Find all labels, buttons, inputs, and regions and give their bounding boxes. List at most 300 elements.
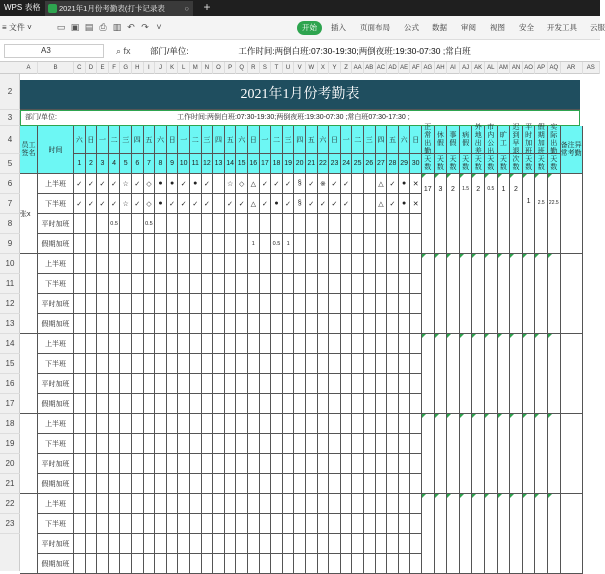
attendance-cell[interactable]: [329, 414, 341, 434]
attendance-cell[interactable]: ✓: [190, 194, 202, 214]
attendance-cell[interactable]: [74, 354, 86, 374]
attendance-cell[interactable]: [144, 494, 156, 514]
day-cell[interactable]: 18: [271, 154, 283, 174]
attendance-cell[interactable]: [132, 234, 144, 254]
attendance-cell[interactable]: [260, 434, 272, 454]
day-cell[interactable]: 6: [132, 154, 144, 174]
attendance-cell[interactable]: [178, 474, 190, 494]
summary-unit[interactable]: 天数: [447, 154, 460, 174]
attendance-cell[interactable]: [318, 414, 330, 434]
attendance-cell[interactable]: [144, 374, 156, 394]
attendance-cell[interactable]: [213, 414, 225, 434]
file-menu[interactable]: [2, 21, 32, 35]
attendance-cell[interactable]: [283, 374, 295, 394]
attendance-cell[interactable]: [294, 434, 306, 454]
attendance-cell[interactable]: [318, 214, 330, 234]
attendance-cell[interactable]: [283, 254, 295, 274]
shift-label[interactable]: 假期加班: [38, 474, 74, 494]
attendance-cell[interactable]: [341, 274, 353, 294]
weekday-cell[interactable]: 三: [120, 126, 132, 154]
row-header-cell[interactable]: 20: [0, 454, 20, 474]
attendance-cell[interactable]: [97, 234, 109, 254]
column-header-cell[interactable]: AK: [472, 62, 485, 74]
attendance-cell[interactable]: [399, 354, 411, 374]
summary-value-cell[interactable]: [498, 174, 511, 254]
shift-label[interactable]: 下半班: [38, 354, 74, 374]
attendance-cell[interactable]: [178, 554, 190, 574]
summary-value-cell[interactable]: [422, 414, 435, 494]
attendance-cell[interactable]: [167, 314, 179, 334]
shift-label[interactable]: 平时加班: [38, 534, 74, 554]
attendance-cell[interactable]: [86, 454, 98, 474]
attendance-cell[interactable]: [352, 454, 364, 474]
attendance-cell[interactable]: [341, 354, 353, 374]
summary-header[interactable]: 迟到早退: [510, 126, 523, 154]
attendance-cell[interactable]: [225, 554, 237, 574]
attendance-cell[interactable]: [167, 254, 179, 274]
attendance-cell[interactable]: [155, 354, 167, 374]
attendance-cell[interactable]: [74, 514, 86, 534]
attendance-cell[interactable]: [376, 554, 388, 574]
attendance-cell[interactable]: [364, 434, 376, 454]
column-header-cell[interactable]: O: [213, 62, 225, 74]
attendance-cell[interactable]: ✓: [225, 194, 237, 214]
summary-value-cell[interactable]: [485, 254, 498, 334]
attendance-cell[interactable]: [318, 294, 330, 314]
attendance-cell[interactable]: [399, 374, 411, 394]
attendance-cell[interactable]: [271, 254, 283, 274]
attendance-cell[interactable]: [329, 254, 341, 274]
summary-value-cell[interactable]: [422, 334, 435, 414]
summary-value-cell[interactable]: [510, 414, 523, 494]
attendance-cell[interactable]: [399, 534, 411, 554]
attendance-cell[interactable]: ●: [190, 174, 202, 194]
attendance-cell[interactable]: [120, 314, 132, 334]
attendance-cell[interactable]: [329, 334, 341, 354]
attendance-cell[interactable]: [109, 514, 121, 534]
summary-header[interactable]: 实际出勤: [548, 126, 561, 154]
row-header-cell[interactable]: 3: [0, 110, 20, 126]
column-header-cell[interactable]: I: [144, 62, 156, 74]
attendance-cell[interactable]: [213, 434, 225, 454]
shift-label[interactable]: 平时加班: [38, 454, 74, 474]
remark-cell[interactable]: [561, 254, 583, 334]
summary-value-cell[interactable]: [460, 494, 473, 574]
attendance-cell[interactable]: [225, 314, 237, 334]
attendance-cell[interactable]: [213, 194, 225, 214]
summary-value-cell[interactable]: [472, 494, 485, 574]
attendance-cell[interactable]: ●: [399, 174, 411, 194]
weekday-cell[interactable]: 四: [376, 126, 388, 154]
attendance-cell[interactable]: [97, 554, 109, 574]
column-header-cell[interactable]: Y: [329, 62, 341, 74]
row-header-cell[interactable]: 22: [0, 494, 20, 514]
attendance-cell[interactable]: [283, 534, 295, 554]
weekday-cell[interactable]: 六: [236, 126, 248, 154]
attendance-cell[interactable]: [283, 334, 295, 354]
attendance-cell[interactable]: [341, 214, 353, 234]
attendance-cell[interactable]: [294, 374, 306, 394]
attendance-cell[interactable]: [399, 314, 411, 334]
attendance-cell[interactable]: ✓: [387, 194, 399, 214]
day-cell[interactable]: 4: [109, 154, 121, 174]
attendance-cell[interactable]: [132, 474, 144, 494]
attendance-cell[interactable]: [155, 274, 167, 294]
attendance-cell[interactable]: [399, 494, 411, 514]
attendance-cell[interactable]: [155, 254, 167, 274]
attendance-cell[interactable]: [410, 254, 422, 274]
attendance-cell[interactable]: ✓: [341, 194, 353, 214]
attendance-cell[interactable]: [213, 334, 225, 354]
attendance-cell[interactable]: [109, 494, 121, 514]
attendance-cell[interactable]: [294, 274, 306, 294]
summary-value-cell[interactable]: [523, 254, 536, 334]
attendance-cell[interactable]: [248, 374, 260, 394]
attendance-cell[interactable]: [178, 454, 190, 474]
attendance-cell[interactable]: [341, 554, 353, 574]
shift-label[interactable]: 平时加班: [38, 294, 74, 314]
summary-value-cell[interactable]: [435, 174, 448, 254]
attendance-cell[interactable]: [74, 394, 86, 414]
attendance-cell[interactable]: [283, 294, 295, 314]
attendance-cell[interactable]: [178, 254, 190, 274]
attendance-cell[interactable]: [74, 534, 86, 554]
attendance-cell[interactable]: ✓: [202, 174, 214, 194]
attendance-cell[interactable]: [248, 494, 260, 514]
attendance-cell[interactable]: [399, 394, 411, 414]
summary-unit[interactable]: 天数: [435, 154, 448, 174]
attendance-cell[interactable]: [144, 394, 156, 414]
attendance-cell[interactable]: [97, 334, 109, 354]
attendance-cell[interactable]: [387, 554, 399, 574]
attendance-cell[interactable]: [294, 254, 306, 274]
attendance-cell[interactable]: [132, 414, 144, 434]
attendance-cell[interactable]: [376, 414, 388, 434]
shift-label[interactable]: 上半班: [38, 334, 74, 354]
attendance-cell[interactable]: [271, 494, 283, 514]
attendance-cell[interactable]: ✓: [236, 194, 248, 214]
attendance-cell[interactable]: [236, 514, 248, 534]
attendance-cell[interactable]: ✓: [74, 174, 86, 194]
column-header-cell[interactable]: AG: [422, 62, 435, 74]
day-cell[interactable]: 7: [144, 154, 156, 174]
summary-unit[interactable]: 天数: [472, 154, 485, 174]
attendance-cell[interactable]: [399, 214, 411, 234]
attendance-cell[interactable]: [202, 494, 214, 514]
attendance-cell[interactable]: [144, 274, 156, 294]
attendance-cell[interactable]: [74, 334, 86, 354]
attendance-cell[interactable]: [248, 294, 260, 314]
attendance-cell[interactable]: [329, 214, 341, 234]
attendance-cell[interactable]: [364, 314, 376, 334]
summary-value-cell[interactable]: [460, 414, 473, 494]
attendance-cell[interactable]: [155, 454, 167, 474]
attendance-cell[interactable]: [352, 494, 364, 514]
attendance-cell[interactable]: ✓: [202, 194, 214, 214]
attendance-cell[interactable]: 0.5: [271, 234, 283, 254]
summary-unit[interactable]: 次数: [510, 154, 523, 174]
attendance-cell[interactable]: ✓: [329, 194, 341, 214]
attendance-cell[interactable]: [248, 354, 260, 374]
attendance-cell[interactable]: [178, 394, 190, 414]
attendance-cell[interactable]: [109, 354, 121, 374]
attendance-cell[interactable]: [167, 214, 179, 234]
employee-name-cell[interactable]: [20, 254, 38, 334]
attendance-cell[interactable]: [410, 554, 422, 574]
attendance-cell[interactable]: [283, 454, 295, 474]
attendance-cell[interactable]: [190, 334, 202, 354]
attendance-cell[interactable]: [97, 314, 109, 334]
attendance-cell[interactable]: [109, 454, 121, 474]
column-header-cell[interactable]: Z: [341, 62, 353, 74]
row-header-cell[interactable]: 18: [0, 414, 20, 434]
attendance-cell[interactable]: [202, 434, 214, 454]
attendance-cell[interactable]: [329, 374, 341, 394]
summary-value-cell[interactable]: [460, 174, 473, 254]
summary-value-cell[interactable]: [548, 254, 561, 334]
attendance-cell[interactable]: [97, 454, 109, 474]
attendance-cell[interactable]: [318, 534, 330, 554]
attendance-cell[interactable]: [294, 214, 306, 234]
shift-label[interactable]: 上半班: [38, 414, 74, 434]
attendance-cell[interactable]: [306, 294, 318, 314]
attendance-cell[interactable]: [248, 434, 260, 454]
attendance-cell[interactable]: [260, 374, 272, 394]
attendance-cell[interactable]: [318, 434, 330, 454]
summary-value-cell[interactable]: [498, 254, 511, 334]
column-header-cell[interactable]: B: [38, 62, 74, 74]
attendance-cell[interactable]: [97, 274, 109, 294]
attendance-cell[interactable]: [260, 354, 272, 374]
attendance-cell[interactable]: [202, 554, 214, 574]
day-cell[interactable]: 1: [74, 154, 86, 174]
column-header-cell[interactable]: M: [190, 62, 202, 74]
attendance-cell[interactable]: ✓: [178, 194, 190, 214]
attendance-cell[interactable]: [190, 474, 202, 494]
attendance-cell[interactable]: [341, 294, 353, 314]
attendance-cell[interactable]: [74, 434, 86, 454]
attendance-cell[interactable]: [399, 514, 411, 534]
attendance-cell[interactable]: [86, 314, 98, 334]
attendance-cell[interactable]: [376, 274, 388, 294]
attendance-cell[interactable]: [155, 234, 167, 254]
attendance-cell[interactable]: [318, 554, 330, 574]
attendance-cell[interactable]: ✓: [97, 194, 109, 214]
shift-label[interactable]: 假期加班: [38, 234, 74, 254]
save-icon[interactable]: ▣: [70, 22, 80, 32]
weekday-cell[interactable]: 一: [260, 126, 272, 154]
attendance-cell[interactable]: [410, 534, 422, 554]
attendance-cell[interactable]: [329, 434, 341, 454]
attendance-cell[interactable]: ✓: [387, 174, 399, 194]
attendance-cell[interactable]: [364, 274, 376, 294]
day-cell[interactable]: 25: [352, 154, 364, 174]
summary-value-cell[interactable]: [447, 334, 460, 414]
attendance-cell[interactable]: [213, 354, 225, 374]
attendance-cell[interactable]: [306, 454, 318, 474]
summary-unit[interactable]: 天数: [485, 154, 498, 174]
column-header-cell[interactable]: L: [178, 62, 190, 74]
print-preview-icon[interactable]: ▥: [112, 22, 122, 32]
attendance-cell[interactable]: ●: [155, 194, 167, 214]
attendance-cell[interactable]: [399, 414, 411, 434]
attendance-cell[interactable]: [120, 394, 132, 414]
summary-value-cell[interactable]: [523, 414, 536, 494]
attendance-cell[interactable]: [155, 494, 167, 514]
attendance-cell[interactable]: [399, 434, 411, 454]
summary-value-cell[interactable]: [447, 254, 460, 334]
attendance-cell[interactable]: [376, 254, 388, 274]
attendance-cell[interactable]: [97, 294, 109, 314]
attendance-cell[interactable]: [178, 434, 190, 454]
day-cell[interactable]: 15: [236, 154, 248, 174]
column-header-cell[interactable]: J: [155, 62, 167, 74]
attendance-cell[interactable]: ✓: [86, 194, 98, 214]
attendance-cell[interactable]: [306, 474, 318, 494]
attendance-cell[interactable]: [410, 514, 422, 534]
summary-value-cell[interactable]: [485, 414, 498, 494]
attendance-cell[interactable]: [387, 494, 399, 514]
attendance-cell[interactable]: [190, 234, 202, 254]
attendance-cell[interactable]: [190, 294, 202, 314]
attendance-cell[interactable]: [283, 214, 295, 234]
attendance-cell[interactable]: [306, 414, 318, 434]
attendance-cell[interactable]: [352, 514, 364, 534]
attendance-cell[interactable]: [155, 374, 167, 394]
new-tab-button[interactable]: +: [203, 0, 211, 14]
attendance-cell[interactable]: 1: [248, 234, 260, 254]
attendance-cell[interactable]: [109, 374, 121, 394]
attendance-cell[interactable]: [167, 454, 179, 474]
attendance-cell[interactable]: [120, 354, 132, 374]
row-header-cell[interactable]: 10: [0, 254, 20, 274]
column-header-cell[interactable]: AC: [376, 62, 388, 74]
weekday-cell[interactable]: 四: [132, 126, 144, 154]
attendance-cell[interactable]: [364, 234, 376, 254]
attendance-cell[interactable]: [318, 314, 330, 334]
attendance-cell[interactable]: [352, 314, 364, 334]
day-cell[interactable]: 30: [410, 154, 422, 174]
attendance-cell[interactable]: [202, 534, 214, 554]
attendance-cell[interactable]: [341, 394, 353, 414]
attendance-cell[interactable]: [132, 394, 144, 414]
attendance-cell[interactable]: [236, 414, 248, 434]
attendance-cell[interactable]: [155, 534, 167, 554]
attendance-cell[interactable]: [364, 254, 376, 274]
attendance-cell[interactable]: [387, 414, 399, 434]
attendance-cell[interactable]: [341, 254, 353, 274]
summary-value-cell[interactable]: [498, 414, 511, 494]
attendance-cell[interactable]: [167, 334, 179, 354]
attendance-cell[interactable]: [352, 414, 364, 434]
weekday-cell[interactable]: 一: [97, 126, 109, 154]
day-cell[interactable]: 19: [283, 154, 295, 174]
attendance-cell[interactable]: [236, 254, 248, 274]
attendance-cell[interactable]: [294, 534, 306, 554]
column-header-cell[interactable]: AP: [535, 62, 548, 74]
attendance-cell[interactable]: [120, 274, 132, 294]
attendance-cell[interactable]: [109, 294, 121, 314]
attendance-cell[interactable]: [132, 554, 144, 574]
attendance-cell[interactable]: [97, 374, 109, 394]
attendance-cell[interactable]: [364, 474, 376, 494]
attendance-cell[interactable]: [364, 494, 376, 514]
attendance-cell[interactable]: [387, 474, 399, 494]
attendance-cell[interactable]: [97, 254, 109, 274]
shift-label[interactable]: 平时加班: [38, 214, 74, 234]
attendance-cell[interactable]: ✓: [329, 174, 341, 194]
column-header-cell[interactable]: AN: [510, 62, 523, 74]
attendance-cell[interactable]: [190, 254, 202, 274]
attendance-cell[interactable]: ✓: [74, 194, 86, 214]
attendance-cell[interactable]: [86, 434, 98, 454]
attendance-cell[interactable]: [144, 534, 156, 554]
redo-icon[interactable]: ↷: [141, 22, 149, 32]
attendance-cell[interactable]: [329, 274, 341, 294]
attendance-cell[interactable]: [376, 494, 388, 514]
attendance-cell[interactable]: [178, 534, 190, 554]
attendance-cell[interactable]: §: [294, 174, 306, 194]
attendance-cell[interactable]: [213, 254, 225, 274]
column-header-cell[interactable]: W: [306, 62, 318, 74]
attendance-cell[interactable]: ✓: [283, 174, 295, 194]
attendance-cell[interactable]: [132, 534, 144, 554]
attendance-cell[interactable]: [86, 274, 98, 294]
attendance-cell[interactable]: [155, 314, 167, 334]
attendance-cell[interactable]: [283, 554, 295, 574]
attendance-cell[interactable]: [306, 214, 318, 234]
weekday-cell[interactable]: 三: [202, 126, 214, 154]
summary-header[interactable]: 市内公出: [485, 126, 498, 154]
attendance-cell[interactable]: [260, 234, 272, 254]
column-header-cell[interactable]: AR: [561, 62, 583, 74]
column-header-cell[interactable]: AD: [387, 62, 399, 74]
attendance-cell[interactable]: [387, 514, 399, 534]
attendance-cell[interactable]: [260, 534, 272, 554]
row-header-cell[interactable]: 16: [0, 374, 20, 394]
attendance-cell[interactable]: [294, 294, 306, 314]
attendance-cell[interactable]: 0.5: [144, 214, 156, 234]
attendance-cell[interactable]: [167, 294, 179, 314]
attendance-cell[interactable]: [155, 214, 167, 234]
attendance-cell[interactable]: [352, 174, 364, 194]
zoom-icon[interactable]: ⌕: [116, 46, 124, 56]
attendance-cell[interactable]: [294, 494, 306, 514]
attendance-cell[interactable]: [341, 374, 353, 394]
attendance-cell[interactable]: [132, 434, 144, 454]
summary-value-cell[interactable]: [472, 334, 485, 414]
attendance-cell[interactable]: [86, 354, 98, 374]
attendance-cell[interactable]: [329, 474, 341, 494]
attendance-cell[interactable]: [155, 294, 167, 314]
attendance-cell[interactable]: [283, 474, 295, 494]
attendance-cell[interactable]: [132, 294, 144, 314]
attendance-cell[interactable]: [283, 414, 295, 434]
attendance-cell[interactable]: ✓: [271, 174, 283, 194]
attendance-cell[interactable]: [294, 394, 306, 414]
attendance-cell[interactable]: [410, 234, 422, 254]
attendance-cell[interactable]: [109, 314, 121, 334]
attendance-cell[interactable]: [132, 314, 144, 334]
column-header-cell[interactable]: T: [271, 62, 283, 74]
attendance-cell[interactable]: [202, 214, 214, 234]
attendance-cell[interactable]: [271, 394, 283, 414]
attendance-cell[interactable]: [364, 174, 376, 194]
attendance-cell[interactable]: [410, 274, 422, 294]
attendance-cell[interactable]: [132, 514, 144, 534]
attendance-cell[interactable]: [167, 354, 179, 374]
attendance-cell[interactable]: [271, 534, 283, 554]
